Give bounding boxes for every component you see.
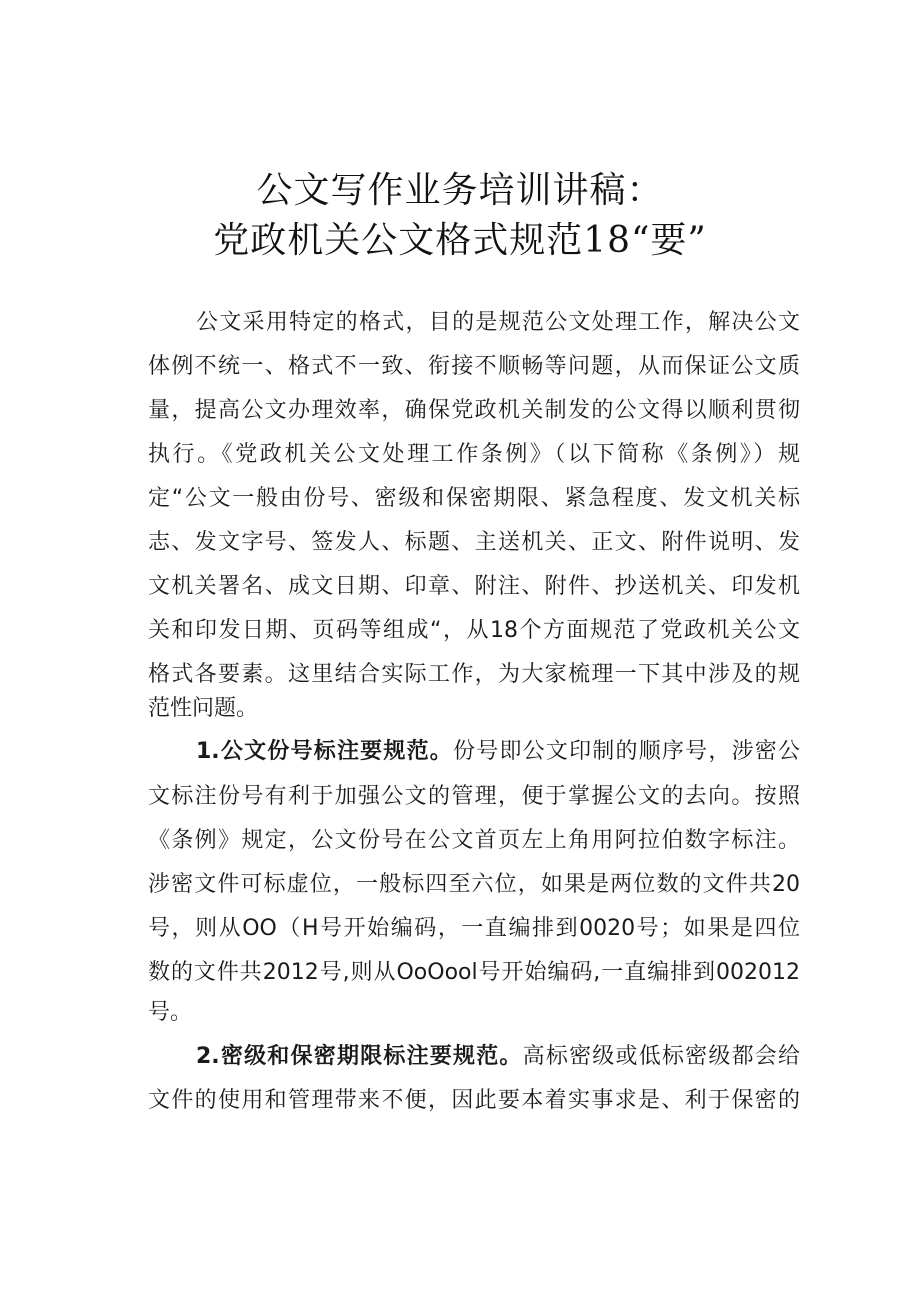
document-title-line-2: 党政机关公文格式规范18“要” [213,220,707,261]
section-1-first-line [196,737,800,767]
section-2-first-line [196,1042,800,1072]
paragraph-line: 文机关署名、成文日期、印章、附注、附件、抄送机关、印发机 [148,574,800,599]
paragraph-line: 数的文件共2012号,则从OoOool号开始编码,一直编排到002012 [148,960,800,985]
paragraph-line: 体例不统一、格式不一致、衔接不顺畅等问题，从而保证公文质 [148,354,800,379]
paragraph-line: 格式各要素。这里结合实际工作，为大家梳理一下其中涉及的规 [148,662,800,687]
section-1-heading: 1.公文份号标注要规范。 [196,739,454,764]
section-1-text: 份号即公文印制的顺序号，涉密公 [453,739,800,764]
paragraph-line: 执行。《党政机关公文处理工作条例》（以下简称《条例》）规 [148,442,800,467]
paragraph-line: 定“公文一般由份号、密级和保密期限、紧急程度、发文机关标 [148,486,800,511]
document-title-line-1: 公文写作业务培训讲稿： [256,170,664,211]
paragraph-line: 《条例》规定，公文份号在公文首页左上角用阿拉伯数字标注。 [148,828,800,853]
paragraph-line: 公文采用特定的格式，目的是规范公文处理工作，解决公文 [196,310,800,335]
paragraph-line: 号。 [148,1000,193,1025]
paragraph-line: 量，提高公文办理效率，确保党政机关制发的公文得以顺利贯彻 [148,398,800,423]
paragraph-line: 号，则从OO（H号开始编码，一直编排到0020号；如果是四位 [148,916,800,941]
paragraph-line: 关和印发日期、页码等组成“，从18个方面规范了党政机关公文 [148,618,800,643]
paragraph-line: 范性问题。 [148,696,259,721]
paragraph-line: 涉密文件可标虚位，一般标四至六位，如果是两位数的文件共20 [148,872,800,897]
paragraph-line: 志、发文字号、签发人、标题、主送机关、正文、附件说明、发 [148,530,800,555]
paragraph-line: 文标注份号有利于加强公文的管理，便于掌握公文的去向。按照 [148,784,800,809]
paragraph-line: 文件的使用和管理带来不便，因此要本着实事求是、利于保密的 [148,1088,800,1113]
section-2-heading: 2.密级和保密期限标注要规范。 [196,1044,523,1069]
section-2-text: 高标密级或低标密级都会给 [522,1044,800,1069]
